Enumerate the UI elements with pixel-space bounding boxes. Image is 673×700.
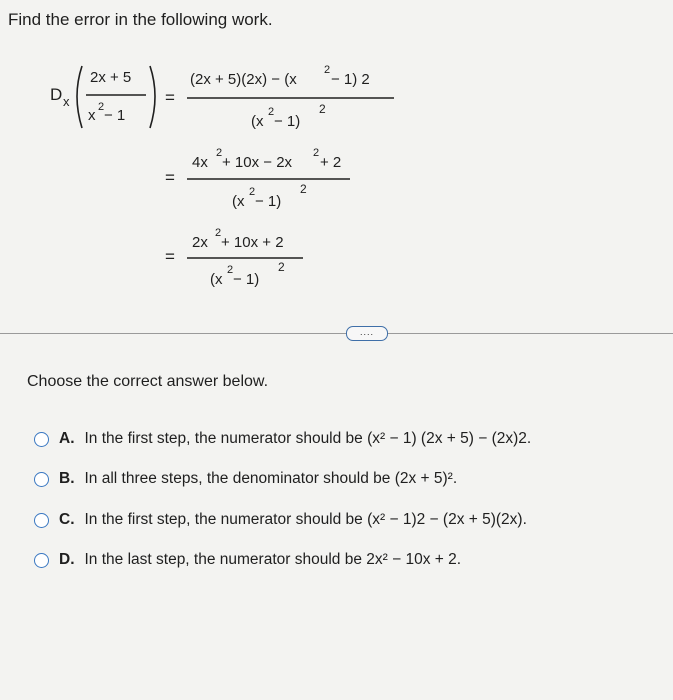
option-b-text: In all three steps, the denominator should be (2x + 5)². (84, 470, 458, 487)
lhs-denominator-base: x (88, 107, 96, 124)
radio-b[interactable] (34, 472, 49, 487)
step1-numerator: (2x + 5)(2x) − (x (190, 71, 297, 88)
option-d-letter: D. (59, 551, 75, 568)
step3-numerator-a-exp: 2 (215, 227, 222, 239)
derivative-work (0, 0, 673, 330)
step2-denominator: (x (232, 193, 245, 210)
step1-denominator-exp: 2 (268, 106, 275, 118)
step3-denominator: (x (210, 271, 223, 288)
radio-d[interactable] (34, 553, 49, 568)
left-paren (77, 66, 82, 128)
step2-denominator-rest: − 1) (255, 193, 282, 210)
step1-numerator-exp: 2 (324, 64, 331, 76)
step3-numerator-a: 2x (192, 234, 208, 251)
option-d[interactable] (34, 547, 461, 573)
step2-denominator-outer-exp: 2 (300, 182, 307, 196)
step3-denominator-rest: − 1) (233, 271, 260, 288)
step1-denominator: (x (251, 113, 264, 130)
step2-numerator-c: + 2 (320, 154, 342, 171)
step3-denominator-outer-exp: 2 (278, 260, 285, 274)
radio-a[interactable] (34, 432, 49, 447)
lhs-denominator-exp: 2 (98, 101, 105, 113)
step3-numerator-b: + 10x + 2 (221, 234, 284, 251)
step2-numerator-a-exp: 2 (216, 147, 223, 159)
option-d-text: In the last step, the numerator should be 2x² − 10x + 2. (84, 551, 462, 568)
option-b-letter: B. (59, 470, 75, 487)
option-a[interactable] (34, 426, 531, 452)
step1-denominator-rest: − 1) (274, 113, 301, 130)
step2-numerator-b: + 10x − 2x (222, 154, 293, 171)
more-button[interactable]: .... (346, 326, 388, 341)
equals-2: = (165, 168, 175, 187)
step1-denominator-outer-exp: 2 (319, 102, 326, 116)
option-c-letter: C. (59, 511, 75, 528)
answer-prompt: Choose the correct answer below. (27, 373, 269, 390)
step2-denominator-exp: 2 (249, 186, 256, 198)
derivative-operator: D (50, 85, 63, 104)
derivative-subscript: x (63, 94, 70, 109)
step1-numerator-rest: − 1) 2 (331, 71, 370, 88)
step2-numerator-b-exp: 2 (313, 147, 320, 159)
lhs-denominator-rest: − 1 (104, 107, 126, 124)
question-title: Find the error in the following work. (8, 10, 273, 29)
option-c[interactable] (34, 507, 527, 533)
option-a-text: In the first step, the numerator should be (x² − 1) (2x + 5) − (2x)2. (84, 430, 532, 447)
radio-c[interactable] (34, 513, 49, 528)
option-a-letter: A. (59, 430, 75, 447)
equals-3: = (165, 247, 175, 266)
equals-1: = (165, 88, 175, 107)
right-paren (150, 66, 155, 128)
option-c-text: In the first step, the numerator should be (x² − 1)2 − (2x + 5)(2x). (84, 511, 527, 528)
step3-denominator-exp: 2 (227, 264, 234, 276)
lhs-numerator: 2x + 5 (90, 69, 132, 86)
option-b[interactable] (34, 466, 457, 492)
section-divider (0, 333, 673, 334)
step2-numerator-a: 4x (192, 154, 208, 171)
